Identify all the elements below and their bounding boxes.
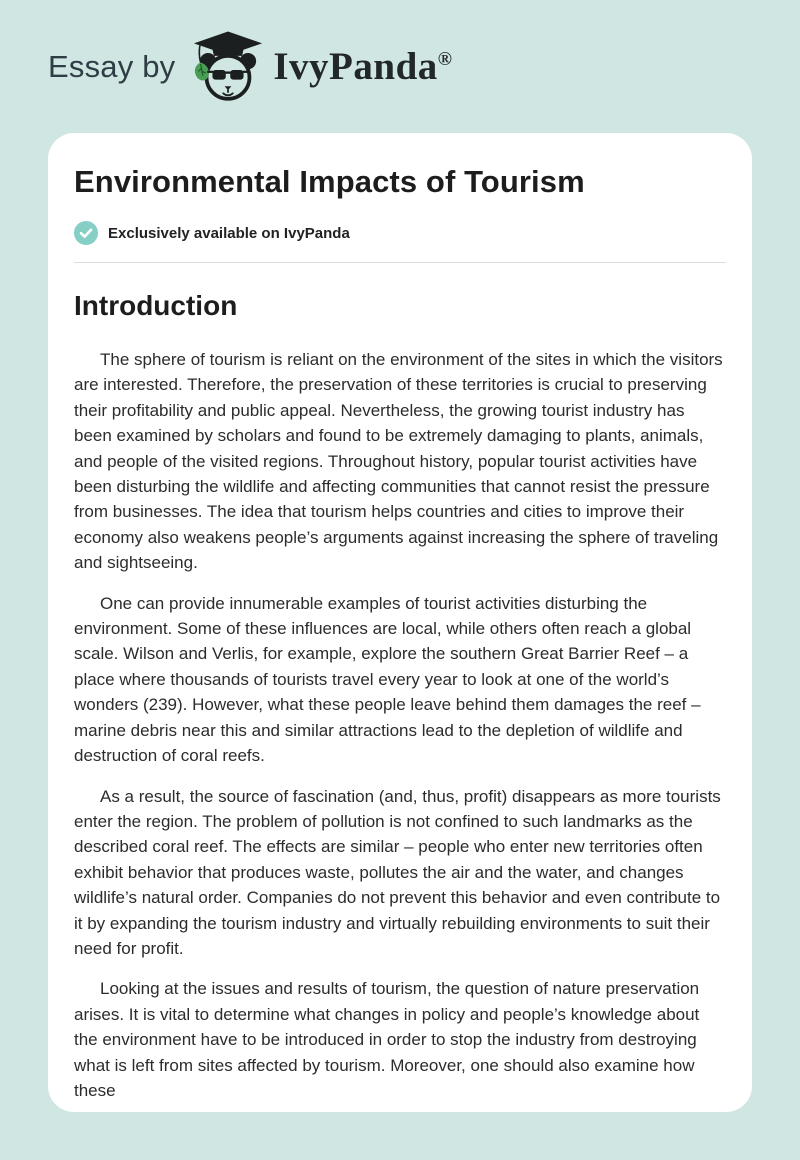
registered-trademark: ® xyxy=(437,49,453,70)
page-header xyxy=(0,0,800,133)
paragraph: The sphere of tourism is reliant on the environment of the sites in which the visitors are interested. Therefore, the preservation of these territories is crucial to preserving their profitability and public appeal. Nevertheless, the growing tourist industry has been examined by scholars and found to be extremely damaging to plants, animals, and people of the visited regions. Throughout history, popular tourist activities have been disturbing the wildlife and affecting communities that cannot resist the pressure from businesses. The idea that tourism helps countries and cities to improve their economy also weakens people’s arguments against increasing the sphere of traveling and sightseeing. xyxy=(74,350,723,573)
exclusive-badge xyxy=(74,221,726,245)
exclusive-badge-label: Exclusively available on IvyPanda xyxy=(108,224,350,242)
divider xyxy=(74,262,726,263)
check-icon xyxy=(74,221,98,245)
paragraph: Looking at the issues and results of tourism, the question of nature preservation arises. It is vital to determine what changes in policy and people’s knowledge about the environment have to be introduced in order to stop the industry from destroying what is left from sites affected by tourism. Moreover, one should also examine how these xyxy=(74,979,700,1100)
essay-by-label: Essay by xyxy=(48,48,176,84)
paragraph: One can provide innumerable examples of tourist activities disturbing the environment. Some of these influences are local, while others often reach a global scale. Wilson and Verlis, for example, explore the southern Great Barrier Reef – a place where thousands of tourists travel every year to look at one of the world’s wonders (239). However, what these people leave behind them damages the reef – marine debris near this and similar attractions lead to the depletion of wildlife and destruction of coral reefs. xyxy=(74,593,701,766)
panda-graduate-logo-icon xyxy=(191,24,265,110)
essay-title: Environmental Impacts of Tourism xyxy=(74,164,585,199)
paragraph: As a result, the source of fascination (and, thus, profit) disappears as more tourists enter the region. The problem of pollution is not confined to such landmarks as the described coral reef. The effects are similar – people who enter new territories often exhibit behavior that produces waste, pollutes the air and the water, and changes wildlife’s natural order. Companies do not prevent this behavior and even contribute to it by expanding the tourism industry and virtually rebuilding environments to suit their need for profit. xyxy=(74,786,721,958)
section-heading-introduction: Introduction xyxy=(74,290,238,321)
essay-card xyxy=(48,133,752,1112)
essay-body xyxy=(74,347,726,1103)
ivypanda-wordmark: IvyPanda® xyxy=(273,45,453,88)
ivypanda-brand-link[interactable] xyxy=(191,24,452,110)
